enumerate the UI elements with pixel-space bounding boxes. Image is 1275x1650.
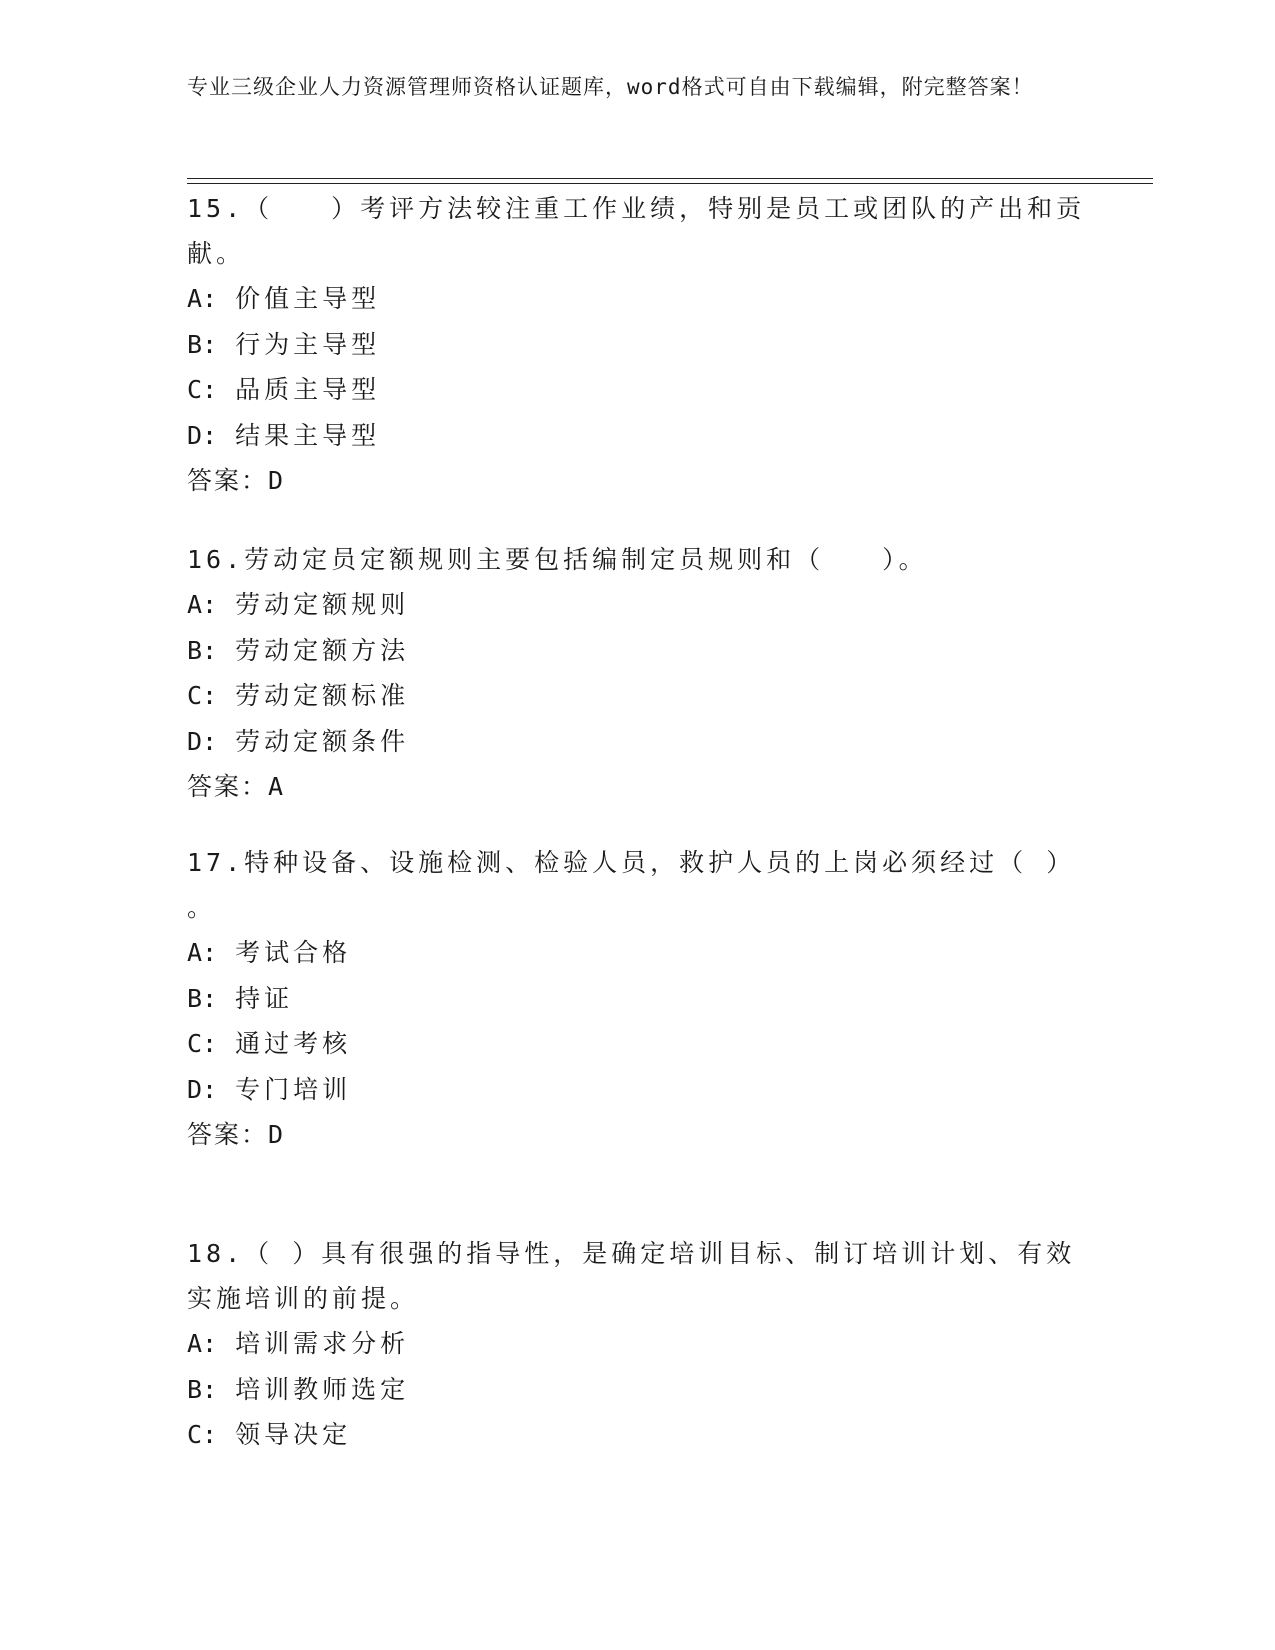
option-letter: D:: [187, 420, 218, 450]
option-text: 结果主导型: [235, 420, 381, 450]
option-text: 价值主导型: [235, 284, 381, 313]
option-d: [187, 719, 1087, 765]
answer-line: [187, 458, 1087, 503]
answer-label: 答案：: [187, 1120, 269, 1149]
option-c: [187, 367, 1087, 413]
option-a: [187, 930, 1087, 976]
option-text: 专门培训: [235, 1074, 352, 1104]
option-letter: C:: [187, 1420, 218, 1449]
question-stem: 15.（ ）考评方法较注重工作业绩，特别是员工或团队的产出和贡献。: [187, 194, 1086, 268]
option-b: [187, 628, 1087, 674]
option-text: 通过考核: [235, 1029, 352, 1058]
question-15: [187, 186, 1087, 503]
answer-value: D: [268, 1120, 286, 1149]
option-a: [187, 276, 1087, 322]
option-letter: D:: [187, 1074, 218, 1104]
option-a: [187, 582, 1087, 628]
option-letter: B:: [187, 983, 218, 1013]
option-text: 品质主导型: [235, 375, 381, 404]
option-c: [187, 1412, 1087, 1458]
option-text: 劳动定额条件: [235, 726, 410, 756]
question-16: [187, 537, 1087, 809]
answer-line: [187, 764, 1087, 809]
option-letter: D:: [187, 726, 218, 756]
option-letter: A:: [187, 938, 218, 967]
option-d: [187, 1067, 1087, 1113]
option-text: 行为主导型: [235, 329, 381, 359]
header-rule-bottom: [187, 183, 1153, 184]
option-b: [187, 1367, 1087, 1413]
question-18: [187, 1231, 1087, 1458]
option-text: 培训教师选定: [235, 1374, 410, 1404]
option-letter: C:: [187, 375, 218, 404]
answer-label: 答案：: [187, 772, 269, 801]
option-b: [187, 322, 1087, 368]
option-letter: A:: [187, 1329, 218, 1358]
option-d: [187, 413, 1087, 459]
option-text: 考试合格: [235, 938, 352, 967]
answer-label: 答案：: [187, 466, 269, 495]
question-stem: 18.（ ）具有很强的指导性，是确定培训目标、制订培训计划、有效实施培训的前提。: [187, 1239, 1076, 1313]
option-c: [187, 1021, 1087, 1067]
option-letter: C:: [187, 1029, 218, 1058]
option-letter: A:: [187, 284, 218, 313]
option-letter: A:: [187, 590, 218, 619]
option-letter: B:: [187, 1374, 218, 1404]
document-header: 专业三级企业人力资源管理师资格认证题库，word格式可自由下载编辑，附完整答案！: [187, 75, 1034, 99]
question-stem: 17.特种设备、设施检测、检验人员，救护人员的上岗必须经过（ ）: [187, 848, 1076, 877]
option-text: 领导决定: [235, 1420, 352, 1449]
option-letter: B:: [187, 329, 218, 359]
option-b: [187, 976, 1087, 1022]
answer-value: D: [268, 466, 286, 495]
question-stem: 16.劳动定员定额规则主要包括编制定员规则和（ ）。: [187, 545, 928, 574]
option-text: 劳动定额方法: [235, 635, 410, 665]
option-letter: C:: [187, 681, 218, 710]
option-letter: B:: [187, 635, 218, 665]
option-text: 培训需求分析: [235, 1329, 410, 1358]
option-a: [187, 1321, 1087, 1367]
header-rule-top: [187, 178, 1153, 179]
option-text: 劳动定额规则: [235, 590, 410, 619]
question-17: [187, 840, 1087, 1157]
answer-value: A: [268, 772, 286, 801]
option-text: 持证: [235, 983, 294, 1013]
question-stem-continuation: 。: [187, 893, 217, 922]
option-c: [187, 673, 1087, 719]
answer-line: [187, 1112, 1087, 1157]
option-text: 劳动定额标准: [235, 681, 410, 710]
